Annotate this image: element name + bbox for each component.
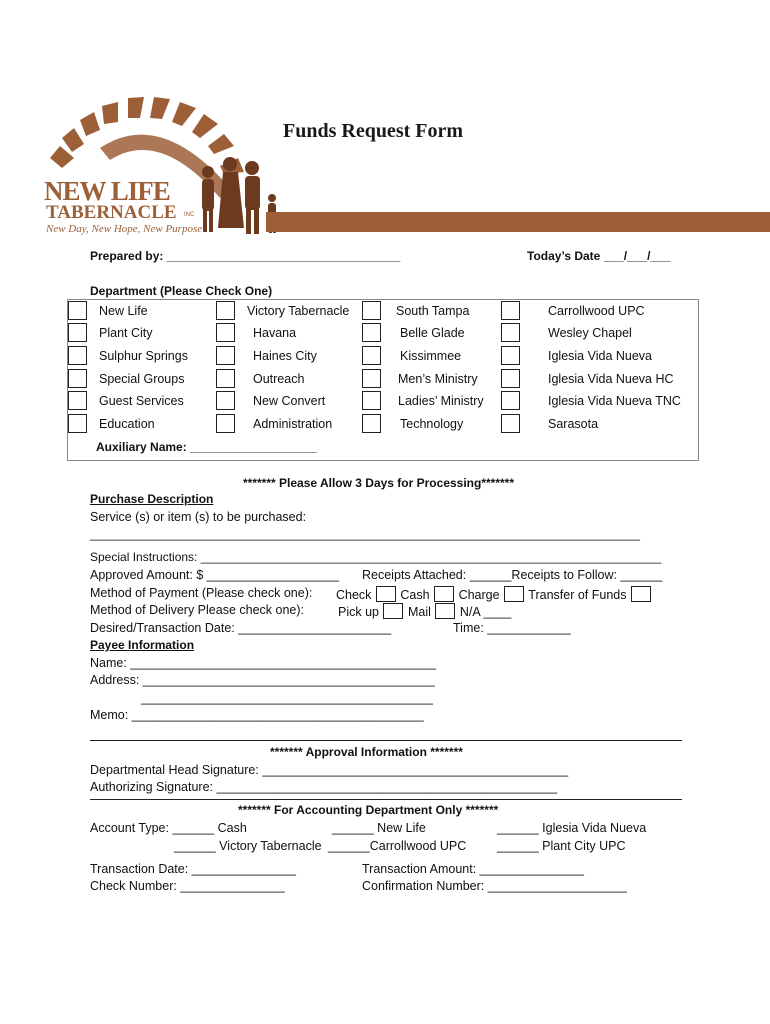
- dept-label: Administration: [253, 417, 333, 431]
- delivery-pickup-label: Pick up: [338, 605, 379, 619]
- checkbox-guest-services[interactable]: [68, 391, 87, 410]
- delivery-options: [338, 603, 511, 619]
- dept-label: Education: [99, 417, 155, 431]
- dept-label: Ladies’ Ministry: [398, 394, 484, 408]
- checkbox-wesley-chapel[interactable]: [501, 323, 520, 342]
- logo-tagline: New Day, New Hope, New Purpose: [46, 223, 203, 235]
- logo-line1: NEW LIFE: [44, 176, 170, 206]
- special-instructions[interactable]: Special Instructions: _____________________________________________________________________: [90, 550, 662, 564]
- delivery-pickup-box[interactable]: [383, 603, 403, 619]
- checkbox-mens-ministry[interactable]: [362, 369, 381, 388]
- delivery-label: Method of Delivery Please check one):: [90, 603, 304, 617]
- dept-label: Belle Glade: [400, 326, 465, 340]
- checkbox-sarasota[interactable]: [501, 414, 520, 433]
- payment-charge-label: Charge: [458, 588, 500, 602]
- dept-label: Haines City: [253, 349, 317, 363]
- payment-check-label: Check: [336, 588, 372, 602]
- confirmation-number[interactable]: Confirmation Number: ____________________: [362, 879, 627, 893]
- dept-label: New Convert: [253, 394, 326, 408]
- auxiliary-name[interactable]: Auxiliary Name: ___________________: [96, 440, 317, 454]
- checkbox-iglesia-vida-nueva-tnc[interactable]: [501, 391, 520, 410]
- processing-note: ******* Please Allow 3 Days for Processing*******: [243, 476, 515, 490]
- purchase-heading: Purchase Description: [90, 492, 214, 506]
- check-number[interactable]: Check Number: _______________: [90, 879, 285, 893]
- logo-line2: TABERNACLE: [46, 202, 177, 223]
- checkbox-technology[interactable]: [362, 414, 381, 433]
- time[interactable]: Time: ____________: [453, 621, 571, 635]
- account-new-life[interactable]: ______ New Life: [332, 821, 426, 835]
- checkbox-plant-city[interactable]: [68, 323, 87, 342]
- checkbox-iglesia-vida-nueva-hc[interactable]: [501, 369, 520, 388]
- checkbox-administration[interactable]: [216, 414, 235, 433]
- account-type-cash[interactable]: Account Type: ______ Cash: [90, 821, 247, 835]
- checkbox-iglesia-vida-nueva[interactable]: [501, 346, 520, 365]
- delivery-mail-label: Mail: [407, 605, 431, 619]
- checkbox-havana[interactable]: [216, 323, 235, 342]
- transaction-date[interactable]: Transaction Date: _______________: [90, 862, 296, 876]
- checkbox-outreach[interactable]: [216, 369, 235, 388]
- payment-cash-box[interactable]: [434, 586, 454, 602]
- dept-label: Iglesia Vida Nueva TNC: [548, 394, 681, 408]
- dept-label: Technology: [400, 417, 464, 431]
- payee-name[interactable]: Name: ____________________________________________: [90, 656, 437, 670]
- payment-charge-box[interactable]: [504, 586, 524, 602]
- divider: [90, 799, 682, 800]
- payee-heading: Payee Information: [90, 638, 195, 652]
- dept-label: Victory Tabernacle: [247, 304, 350, 318]
- account-iglesia[interactable]: ______ Iglesia Vida Nueva: [497, 821, 647, 835]
- checkbox-haines-city[interactable]: [216, 346, 235, 365]
- payee-memo[interactable]: Memo: __________________________________________: [90, 708, 424, 722]
- approval-heading: ******* Approval Information *******: [270, 745, 463, 759]
- dept-label: Sarasota: [548, 417, 599, 431]
- divider: [90, 740, 682, 741]
- transaction-amount[interactable]: Transaction Amount: _______________: [362, 862, 584, 876]
- logo: [40, 88, 290, 248]
- account-victory[interactable]: ______ Victory Tabernacle: [174, 839, 322, 853]
- dept-label: Guest Services: [99, 394, 184, 408]
- page-title: Funds Request Form: [283, 120, 464, 142]
- dept-label: Carrollwood UPC: [548, 304, 645, 318]
- brand-bar: [266, 212, 770, 232]
- checkbox-sulphur-springs[interactable]: [68, 346, 87, 365]
- checkbox-new-life[interactable]: [68, 301, 87, 320]
- dept-label: Special Groups: [99, 372, 185, 386]
- dept-label: New Life: [99, 304, 148, 318]
- dept-label: Sulphur Springs: [99, 349, 188, 363]
- payment-check-box[interactable]: [376, 586, 396, 602]
- checkbox-belle-glade[interactable]: [362, 323, 381, 342]
- logo-inc: INC: [184, 212, 195, 218]
- checkbox-carrollwood-upc[interactable]: [501, 301, 520, 320]
- dept-head-signature[interactable]: Departmental Head Signature: ____________________________________________: [90, 763, 569, 777]
- accounting-heading: ******* For Accounting Department Only *******: [238, 803, 499, 817]
- payment-label: Method of Payment (Please check one):: [90, 586, 313, 600]
- checkbox-victory-tabernacle[interactable]: [216, 301, 235, 320]
- delivery-mail-box[interactable]: [435, 603, 455, 619]
- dept-label: Wesley Chapel: [548, 326, 632, 340]
- account-plant-city[interactable]: ______ Plant City UPC: [497, 839, 626, 853]
- dept-label: South Tampa: [396, 304, 470, 318]
- service-line[interactable]: ______________________________________________________________________________________: [90, 529, 641, 541]
- approved-amount[interactable]: Approved Amount: $ ___________________: [90, 568, 339, 582]
- payment-transfer-box[interactable]: [631, 586, 651, 602]
- payee-address[interactable]: Address: __________________________________________: [90, 673, 435, 687]
- dept-label: Plant City: [99, 326, 153, 340]
- account-carrollwood[interactable]: ______Carrollwood UPC: [328, 839, 467, 853]
- checkbox-special-groups[interactable]: [68, 369, 87, 388]
- receipts[interactable]: Receipts Attached: ______Receipts to Follow: ______: [362, 568, 663, 582]
- payment-options: [336, 586, 652, 602]
- desired-date[interactable]: Desired/Transaction Date: ______________________: [90, 621, 392, 635]
- checkbox-kissimmee[interactable]: [362, 346, 381, 365]
- dept-label: Outreach: [253, 372, 305, 386]
- dept-label: Men’s Ministry: [398, 372, 478, 386]
- payee-address-2[interactable]: __________________________________________: [141, 691, 433, 705]
- authorizing-signature[interactable]: Authorizing Signature: _________________________________________________: [90, 780, 558, 794]
- dept-label: Havana: [253, 326, 297, 340]
- checkbox-south-tampa[interactable]: [362, 301, 381, 320]
- checkbox-new-convert[interactable]: [216, 391, 235, 410]
- payment-transfer-label: Transfer of Funds: [528, 588, 627, 602]
- dept-label: Iglesia Vida Nueva: [548, 349, 653, 363]
- checkbox-ladies-ministry[interactable]: [362, 391, 381, 410]
- prepared-by[interactable]: Prepared by: ___________________________________: [90, 249, 401, 263]
- department-heading: Department (Please Check One): [90, 284, 273, 298]
- dept-label: Iglesia Vida Nueva HC: [548, 372, 674, 386]
- checkbox-education[interactable]: [68, 414, 87, 433]
- payment-cash-label: Cash: [400, 588, 430, 602]
- todays-date[interactable]: Today’s Date ___/___/___: [527, 249, 671, 263]
- dept-label: Kissimmee: [400, 349, 462, 363]
- service-label: Service (s) or item (s) to be purchased:: [90, 510, 307, 524]
- delivery-na-label[interactable]: N/A ____: [459, 605, 512, 619]
